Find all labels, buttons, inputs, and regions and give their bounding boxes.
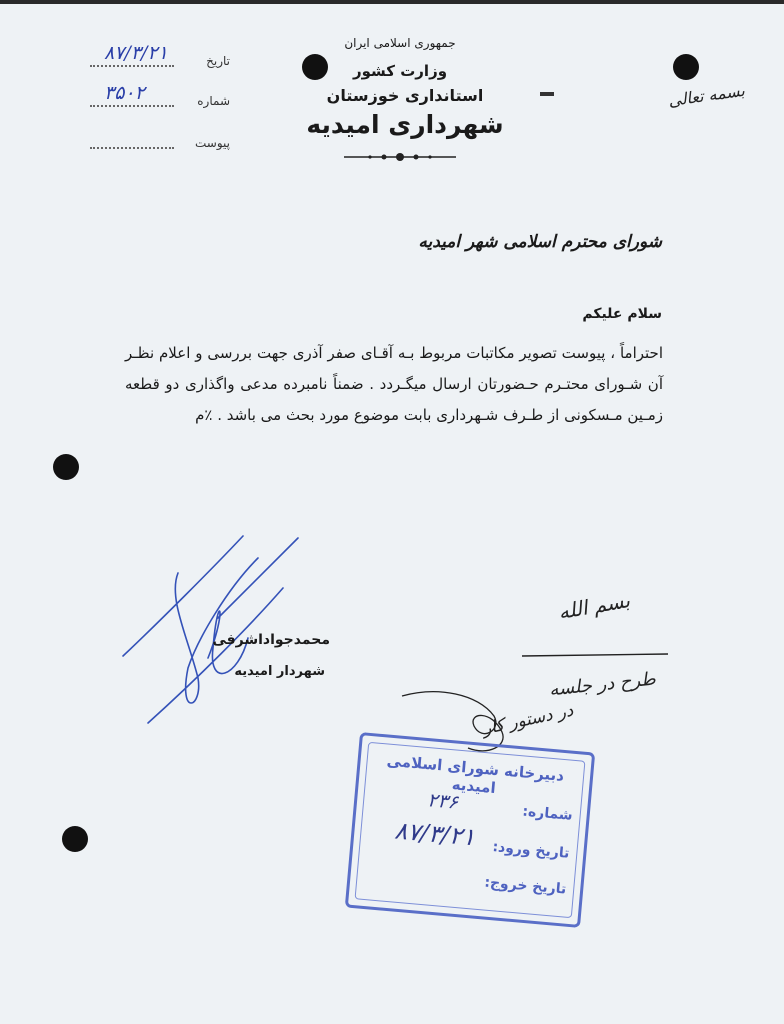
scan-speck	[540, 92, 554, 96]
note-line-1: بسم الله	[556, 587, 632, 625]
bismillah: بسمه تعالی	[667, 80, 746, 111]
date-value: ۸۷/۳/۲۱	[104, 42, 168, 64]
date-dotted-line	[90, 65, 174, 67]
header-governorate: استانداری خوزستان	[326, 86, 484, 105]
attachment-label: پیوست	[195, 136, 230, 150]
letter-body: احتراماً ، پیوست تصویر مکاتبات مربوط بـه آقـای صفر آذری جهت بررسی و اعلام نظـر آن شـورای محتـرم حـضورتان ارسال میگـردد . ضمناً نامبرده مدعی واگذاری دو قطعه زمـین مـسکونی از طـرف شـهرداری بابت موضوع مورد بحث می باشد . ٪م	[125, 344, 663, 424]
note-underline	[520, 650, 670, 660]
date-field	[90, 42, 230, 72]
signature-scribble	[118, 528, 303, 728]
header-municipality: شهرداری امیدیه	[306, 110, 504, 139]
greeting: سلام علیکم	[582, 306, 662, 322]
number-dotted-line	[90, 105, 174, 107]
attachment-field	[90, 132, 230, 154]
addressee: شورای محترم اسلامی شهر امیدیه	[418, 232, 662, 252]
date-label: تاریخ	[206, 54, 230, 68]
header-ornament-icon	[340, 150, 460, 164]
council-stamp	[345, 732, 595, 928]
number-field	[90, 82, 230, 112]
scan-top-edge	[0, 0, 784, 4]
signatory-title: شهردار امیدیه	[234, 664, 325, 679]
stamp-number-value: ۲۳۶	[426, 789, 459, 814]
punch-hole-left-lower	[62, 826, 88, 852]
number-label: شماره	[197, 94, 230, 108]
note-line-2: طرح در جلسه	[548, 668, 657, 701]
signatory-name: محمدجواداشرفی	[212, 632, 330, 648]
stamp-exit-date-label: تاریخ خروج:	[483, 874, 567, 898]
header-republic: جمهوری اسلامی ایران	[344, 36, 456, 50]
header-ministry: وزارت کشور	[352, 62, 448, 80]
punch-hole-left-upper	[53, 454, 79, 480]
note-line-3: در دستور کار	[480, 700, 576, 740]
attachment-dotted-line	[90, 147, 174, 149]
stamp-entry-date-value: ۸۷/۳/۲۱	[393, 816, 477, 852]
number-value: ۳۵۰۲	[104, 82, 145, 104]
stamp-entry-date-label: تاریخ ورود:	[491, 839, 571, 862]
stamp-title: دبیرخانه شورای اسلامی امیدیه	[386, 751, 565, 798]
stamp-number-label: شماره:	[521, 803, 574, 824]
punch-hole-top-right	[673, 54, 699, 80]
